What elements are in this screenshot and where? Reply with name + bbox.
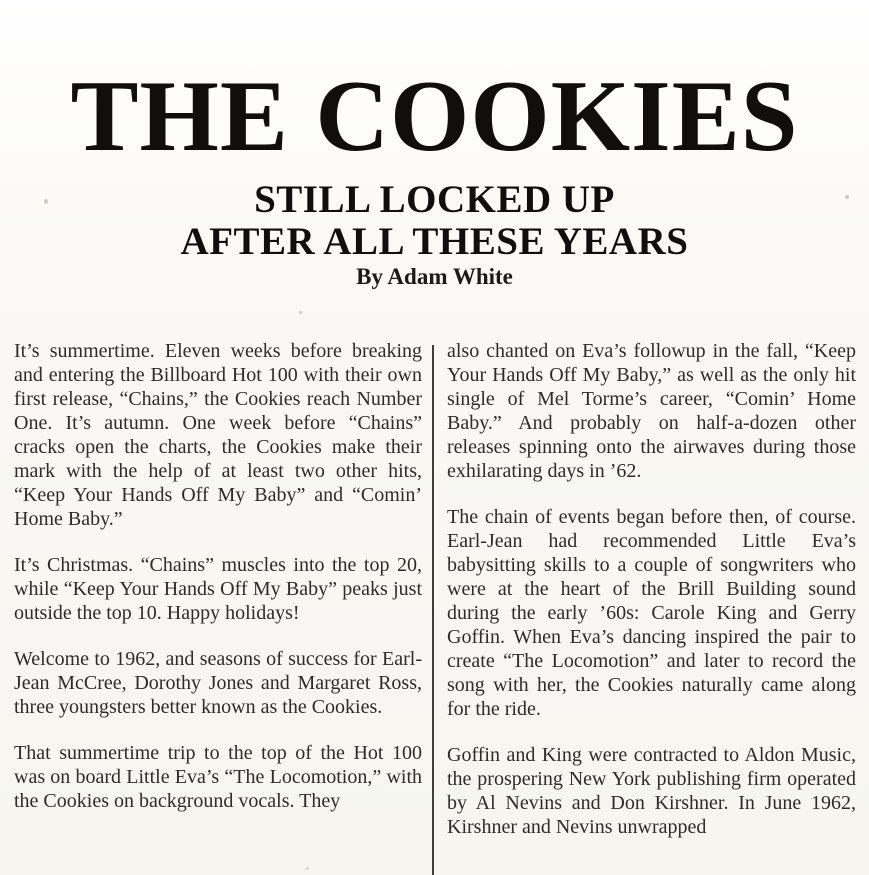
body-paragraph: also chanted on Eva’s followup in the fall, “Keep Your Hands Off My Baby,” as well as the only hit single of Mel Torme’s career, “Comin’ Home Baby.” And probably on half-a-dozen other releases spinning onto the airwaves during those exhilarating days in ’62. (447, 340, 856, 482)
body-paragraph: Goffin and King were contracted to Aldon Music, the prospering New York publishing firm operated by Al Nevins and Don Kirshner. In June 1962, Kirshner and Nevins unwrapped (447, 744, 856, 838)
scan-speck (44, 199, 48, 204)
body-paragraph: It’s Christmas. “Chains” muscles into the top 20, while “Keep Your Hands Off My Baby” peaks just outside the top 10. Happy holidays! (14, 554, 422, 624)
byline: By Adam White (356, 264, 513, 289)
scan-speck (845, 195, 849, 199)
scan-speck (306, 867, 309, 870)
article-title: THE COOKIES (70, 60, 799, 173)
body-paragraph: The chain of events began before then, of course. Earl-Jean had recommended Little Eva’s babysitting skills to a couple of songwriters who were at the heart of the Brill Building sound during the early ’60s: Carole King and Gerry Goffin. When Eva’s dancing inspired the pair to create “The Locomotion” and later to record the song with her, the Cookies naturally came along for the ride. (447, 506, 856, 720)
scan-speck (299, 311, 302, 314)
article-column-left (14, 339, 422, 835)
body-paragraph: Welcome to 1962, and seasons of success for Earl-Jean McCree, Dorothy Jones and Margaret Ross, three youngsters better known as the Cookies. (14, 648, 422, 718)
column-divider-rule (432, 345, 434, 875)
subtitle-line-1: STILL LOCKED UP (254, 178, 615, 221)
body-paragraph: That summertime trip to the top of the Hot 100 was on board Little Eva’s “The Locomotion,” with the Cookies on background vocals. They (14, 742, 422, 812)
subtitle-line-2: AFTER ALL THESE YEARS (180, 220, 689, 263)
body-paragraph: It’s summertime. Eleven weeks before breaking and entering the Billboard Hot 100 with their own first release, “Chains,” the Cookies reach Number One. It’s autumn. One week before “Chains” cracks open the charts, the Cookies make their mark with the help of at least two other hits, “Keep Your Hands Off My Baby” and “Comin’ Home Baby.” (14, 340, 422, 530)
article-column-right (447, 339, 856, 861)
article-subtitle (0, 179, 869, 263)
